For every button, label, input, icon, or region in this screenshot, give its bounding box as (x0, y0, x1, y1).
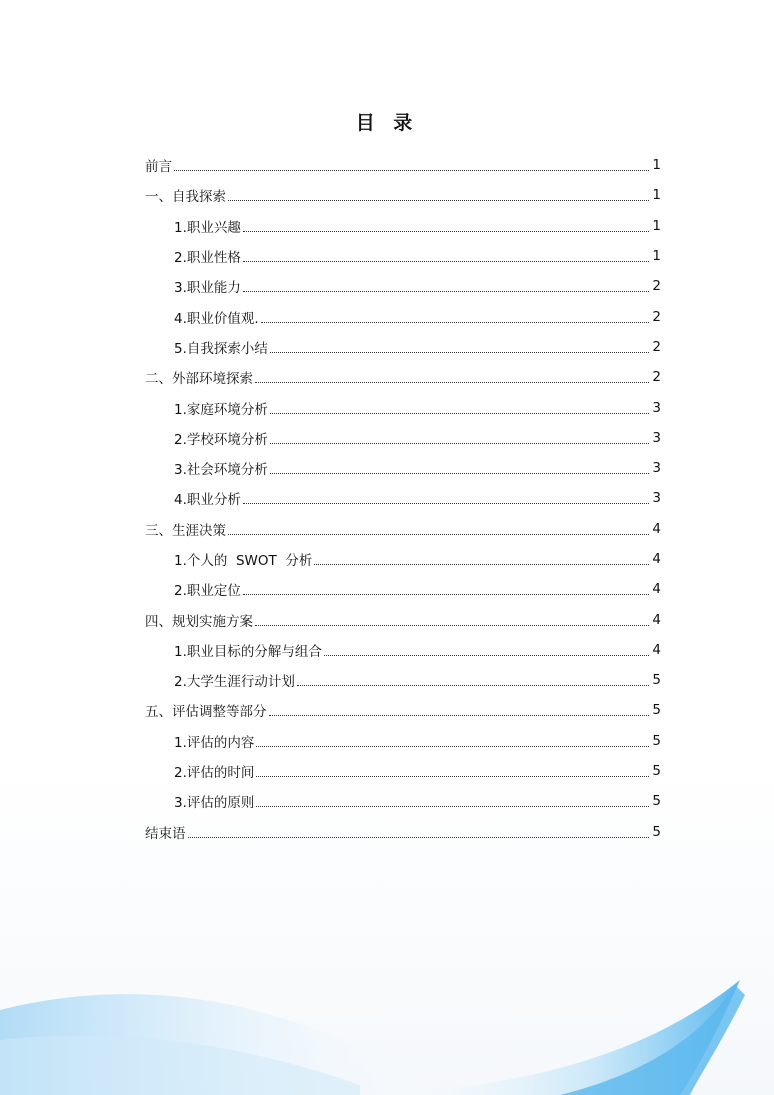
toc-leader-dots (228, 533, 649, 535)
toc-entry-label: 1.家庭环境分析 (174, 401, 268, 418)
toc-leader-dots (188, 836, 650, 838)
toc-entry-label: 1.个人的 SWOT 分析 (174, 553, 313, 569)
toc-entry-page: 2 (652, 278, 661, 295)
toc-leader-dots (255, 624, 649, 626)
toc-leader-dots (243, 502, 649, 504)
toc-entry-page: 4 (652, 611, 661, 628)
toc-entry[interactable] (145, 332, 661, 362)
toc-leader-dots (256, 745, 649, 747)
toc-entry-label: 四、规划实施方案 (145, 613, 253, 630)
toc-entry-label: 前言 (145, 159, 172, 176)
toc-entry-page: 3 (652, 429, 661, 446)
toc-entry[interactable] (145, 544, 661, 574)
toc-leader-dots (243, 260, 649, 262)
toc-entry-page: 1 (652, 217, 661, 234)
toc-entry-label: 结束语 (145, 825, 186, 842)
page-title: 目 录 (355, 112, 419, 134)
toc-leader-dots (255, 381, 649, 383)
toc-entry-page: 4 (652, 581, 661, 598)
toc-entry[interactable] (145, 604, 661, 634)
toc-leader-dots (243, 290, 649, 292)
toc-entry[interactable] (145, 695, 661, 725)
toc-entry-label: 1.评估的内容 (174, 734, 255, 751)
toc-entry-page: 1 (652, 187, 661, 204)
toc-entry-page: 1 (652, 157, 661, 174)
toc-entry-label: 3.社会环境分析 (174, 462, 268, 479)
toc-entry-page: 5 (652, 702, 661, 719)
toc-entry[interactable] (145, 180, 661, 210)
toc-leader-dots (270, 351, 649, 353)
toc-entry[interactable] (145, 150, 661, 180)
toc-entry[interactable] (145, 726, 661, 756)
toc-entry-label: 1.职业兴趣 (174, 219, 241, 236)
decorative-wave (0, 955, 774, 1095)
toc-entry-label: 2.职业定位 (174, 583, 241, 600)
toc-entry-page: 5 (652, 763, 661, 780)
toc-entry-page: 2 (652, 369, 661, 386)
toc-entry-page: 3 (652, 490, 661, 507)
toc-entry-page: 2 (652, 338, 661, 355)
toc-entry[interactable] (145, 423, 661, 453)
toc-entry-label: 4.职业价值观. (174, 310, 259, 327)
toc-entry[interactable] (145, 241, 661, 271)
toc-entry-label: 4.职业分析 (174, 492, 241, 509)
toc-entry-page: 4 (652, 520, 661, 537)
toc-leader-dots (256, 805, 649, 807)
toc-entry-page: 1 (652, 248, 661, 265)
toc-entry-page: 5 (652, 793, 661, 810)
toc-entry-page: 4 (652, 551, 661, 567)
toc-leader-dots (270, 472, 649, 474)
toc-entry-label: 1.职业目标的分解与组合 (174, 643, 322, 660)
toc-entry-label: 三、生涯决策 (145, 522, 226, 539)
toc-entry[interactable] (145, 635, 661, 665)
toc-leader-dots (243, 593, 649, 595)
toc-entry-page: 3 (652, 460, 661, 477)
table-of-contents (145, 150, 661, 847)
toc-leader-dots (256, 775, 649, 777)
toc-entry[interactable] (145, 211, 661, 241)
toc-entry-page: 4 (652, 641, 661, 658)
toc-leader-dots (243, 230, 649, 232)
toc-entry[interactable] (145, 786, 661, 816)
toc-entry[interactable] (145, 574, 661, 604)
toc-entry-page: 5 (652, 823, 661, 840)
toc-entry[interactable] (145, 665, 661, 695)
toc-entry-page: 5 (652, 732, 661, 749)
toc-entry[interactable] (145, 301, 661, 331)
toc-entry-label: 2.职业性格 (174, 250, 241, 267)
toc-entry-label: 5.自我探索小结 (174, 340, 268, 357)
toc-leader-dots (270, 412, 649, 414)
toc-entry[interactable] (145, 817, 661, 847)
toc-entry[interactable] (145, 756, 661, 786)
toc-leader-dots (174, 169, 649, 171)
toc-entry-label: 3.职业能力 (174, 280, 241, 297)
toc-leader-dots (261, 321, 649, 323)
toc-entry-label: 一、自我探索 (145, 189, 226, 206)
toc-entry-page: 5 (652, 672, 661, 689)
toc-leader-dots (269, 714, 650, 716)
toc-entry-label: 五、评估调整等部分 (145, 704, 267, 721)
toc-entry[interactable] (145, 392, 661, 422)
toc-leader-dots (228, 199, 649, 201)
toc-entry-label: 2.评估的时间 (174, 765, 255, 782)
toc-entry[interactable] (145, 362, 661, 392)
toc-entry-label: 3.评估的原则 (174, 795, 255, 812)
toc-entry-page: 2 (652, 308, 661, 325)
toc-entry-label: 2.学校环境分析 (174, 431, 268, 448)
toc-entry[interactable] (145, 271, 661, 301)
toc-leader-dots (324, 654, 649, 656)
toc-leader-dots (270, 442, 649, 444)
toc-leader-dots (297, 684, 649, 686)
toc-entry[interactable] (145, 453, 661, 483)
toc-entry-label: 二、外部环境探索 (145, 371, 253, 388)
toc-entry[interactable] (145, 483, 661, 513)
toc-entry-label: 2.大学生涯行动计划 (174, 674, 295, 691)
toc-leader-dots (314, 563, 649, 565)
toc-entry-page: 3 (652, 399, 661, 416)
toc-entry[interactable] (145, 514, 661, 544)
